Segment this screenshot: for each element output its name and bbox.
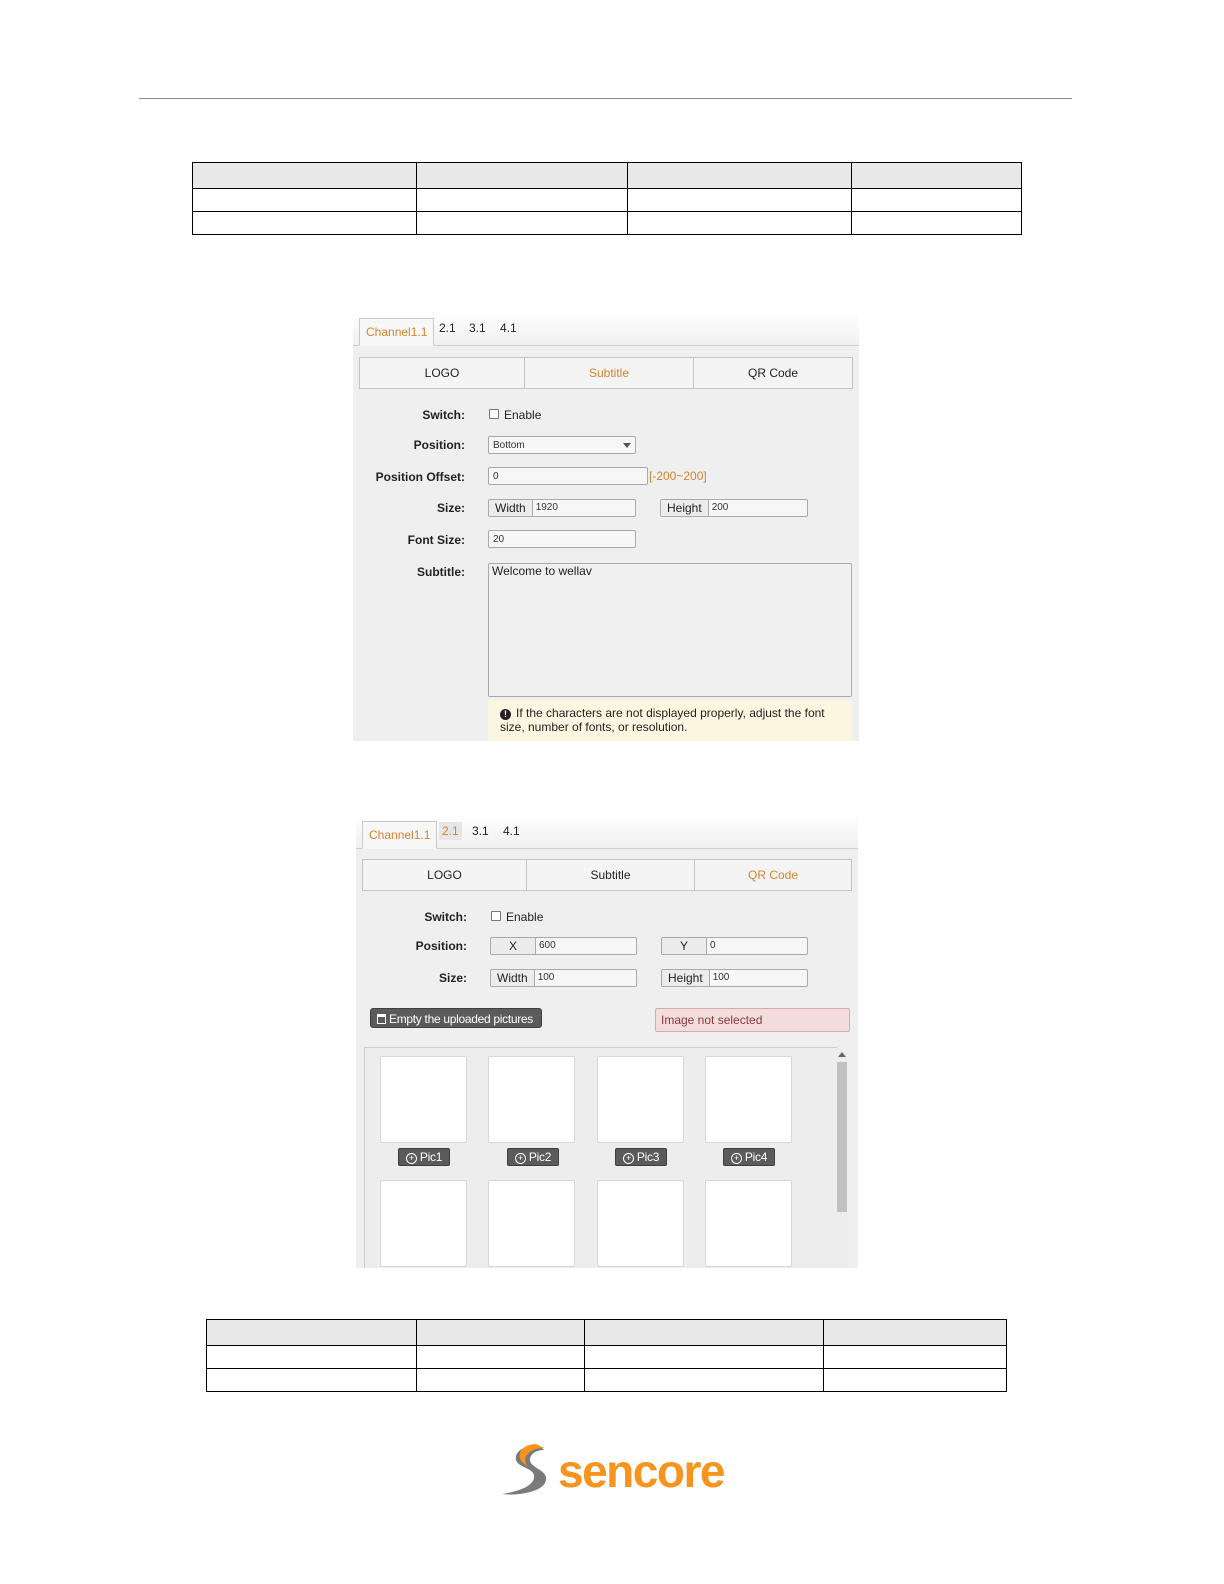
plus-circle-icon: + — [515, 1153, 526, 1164]
position-offset-input[interactable]: 0 — [488, 467, 648, 485]
enable-label: Enable — [506, 910, 544, 924]
tab-channel-2-1[interactable]: 2.1 — [439, 822, 462, 840]
table-cell — [417, 1369, 585, 1392]
subtitle-label: Subtitle: — [417, 565, 465, 579]
tab-qr-code[interactable]: QR Code — [747, 366, 799, 380]
table-cell — [207, 1346, 417, 1369]
tab-subtitle[interactable]: Subtitle — [525, 358, 694, 388]
enable-checkbox[interactable] — [491, 911, 501, 921]
table-cell — [417, 212, 628, 235]
position-select-value: Bottom — [493, 440, 525, 451]
table-cell — [628, 163, 852, 189]
width-prefix: Width — [491, 970, 535, 986]
table-header-row — [193, 163, 1022, 189]
tab-channel-2-1[interactable]: 2.1 — [439, 321, 456, 335]
x-prefix: X — [491, 938, 536, 954]
height-value: 100 — [712, 972, 730, 983]
y-prefix: Y — [662, 938, 707, 954]
plus-circle-icon: + — [623, 1153, 634, 1164]
table-row — [193, 212, 1022, 235]
channel-tab-bar — [353, 312, 859, 346]
empty-pictures-label: Empty the uploaded pictures — [389, 1012, 533, 1026]
table-cell — [417, 163, 628, 189]
subtitle-settings-screenshot — [353, 312, 859, 741]
font-size-input[interactable]: 20 — [488, 530, 636, 548]
table-cell — [852, 163, 1022, 189]
width-value: 1920 — [535, 502, 558, 513]
table-cell — [417, 189, 628, 212]
scroll-up-icon[interactable] — [838, 1052, 846, 1057]
table-cell — [585, 1346, 824, 1369]
position-label: Position: — [415, 939, 467, 953]
width-value: 100 — [537, 972, 555, 983]
font-notice-text: If the characters are not displayed properly, adjust the font size, number of fonts, or resolution. — [500, 706, 825, 734]
logo-wordmark: sencore — [558, 1445, 724, 1497]
qr-code-settings-screenshot — [356, 815, 858, 1268]
position-select[interactable] — [488, 436, 636, 454]
exclamation-circle-icon: ! — [500, 709, 511, 720]
picture-slot-5[interactable] — [380, 1180, 467, 1267]
width-input[interactable] — [488, 499, 636, 517]
picture-slot-4[interactable] — [705, 1056, 792, 1143]
feature-tabs — [359, 357, 853, 389]
pic4-label: Pic4 — [744, 1150, 768, 1164]
height-input[interactable] — [660, 499, 808, 517]
tab-subtitle[interactable]: Subtitle — [527, 860, 695, 890]
tab-logo[interactable]: LOGO — [360, 358, 525, 388]
pic3-upload-button[interactable] — [615, 1148, 667, 1166]
font-notice — [488, 700, 852, 741]
picture-slot-1[interactable] — [380, 1056, 467, 1143]
picture-gallery — [364, 1047, 837, 1268]
pic4-upload-button[interactable] — [723, 1148, 775, 1166]
size-label: Size: — [436, 501, 465, 515]
size-label: Size: — [438, 971, 467, 985]
gallery-scrollbar[interactable] — [837, 1047, 847, 1268]
picture-slot-3[interactable] — [597, 1056, 684, 1143]
empty-pictures-button[interactable] — [370, 1008, 542, 1028]
table-cell — [193, 163, 417, 189]
channel-tab-bar — [356, 815, 858, 849]
pic1-upload-button[interactable] — [398, 1148, 450, 1166]
x-value: 600 — [539, 940, 556, 951]
width-input[interactable] — [490, 969, 637, 987]
table-cell — [585, 1369, 824, 1392]
table-cell — [852, 189, 1022, 212]
height-prefix: Height — [662, 970, 710, 986]
sencore-swoosh-icon — [500, 1442, 560, 1498]
feature-tabs — [362, 859, 852, 891]
table-cell — [824, 1369, 1007, 1392]
tab-channel-3-1[interactable]: 3.1 — [472, 824, 489, 838]
width-prefix: Width — [489, 500, 533, 516]
tab-channel-1-1[interactable]: Channel1.1 — [362, 821, 437, 849]
height-input[interactable] — [661, 969, 808, 987]
pic1-label: Pic1 — [419, 1150, 443, 1164]
image-status-alert: Image not selected — [655, 1008, 850, 1032]
table-cell — [193, 189, 417, 212]
pic2-label: Pic2 — [528, 1150, 552, 1164]
font-size-label: Font Size: — [407, 533, 465, 547]
table-cell — [207, 1320, 417, 1346]
position-label: Position: — [413, 438, 465, 452]
plus-circle-icon: + — [731, 1153, 742, 1164]
top-table — [192, 162, 1022, 235]
table-cell — [417, 1320, 585, 1346]
position-offset-label: Position Offset: — [375, 470, 465, 484]
tab-channel-3-1[interactable]: 3.1 — [469, 321, 486, 335]
table-header-row — [207, 1320, 1007, 1346]
table-cell — [193, 212, 417, 235]
table-cell — [852, 212, 1022, 235]
table-cell — [207, 1369, 417, 1392]
table-cell — [628, 189, 852, 212]
height-prefix: Height — [661, 500, 709, 516]
height-value: 200 — [711, 502, 729, 513]
enable-label: Enable — [504, 408, 542, 422]
y-value: 0 — [710, 940, 716, 951]
header-rule — [139, 98, 1072, 99]
picture-slot-2[interactable] — [488, 1056, 575, 1143]
tab-channel-4-1[interactable]: 4.1 — [500, 321, 517, 335]
table-row — [207, 1369, 1007, 1392]
chevron-down-icon — [623, 443, 631, 448]
table-cell — [824, 1320, 1007, 1346]
trash-icon — [377, 1014, 386, 1024]
tab-channel-1-1[interactable]: Channel1.1 — [359, 318, 434, 346]
y-input[interactable] — [661, 937, 808, 955]
plus-circle-icon: + — [406, 1153, 417, 1164]
picture-slot-6[interactable] — [488, 1180, 575, 1267]
sencore-logo — [500, 1442, 724, 1498]
picture-slot-7[interactable] — [597, 1180, 684, 1267]
pic2-upload-button[interactable] — [507, 1148, 559, 1166]
tab-logo[interactable]: LOGO — [363, 860, 527, 890]
table-row — [207, 1346, 1007, 1369]
switch-label: Switch: — [422, 408, 465, 422]
enable-checkbox[interactable] — [489, 409, 499, 419]
table-cell — [417, 1346, 585, 1369]
tab-channel-4-1[interactable]: 4.1 — [503, 824, 520, 838]
pic3-label: Pic3 — [636, 1150, 660, 1164]
x-input[interactable] — [490, 937, 637, 955]
bottom-table — [206, 1319, 1007, 1392]
table-cell — [824, 1346, 1007, 1369]
scrollbar-thumb[interactable] — [837, 1062, 847, 1212]
subtitle-textarea[interactable]: Welcome to wellav — [488, 563, 852, 697]
tab-qr-code[interactable]: QR Code — [747, 868, 799, 882]
picture-slot-8[interactable] — [705, 1180, 792, 1267]
table-row — [193, 189, 1022, 212]
table-cell — [628, 212, 852, 235]
switch-label: Switch: — [424, 910, 467, 924]
table-cell — [585, 1320, 824, 1346]
position-offset-range: [-200~200] — [649, 469, 707, 483]
